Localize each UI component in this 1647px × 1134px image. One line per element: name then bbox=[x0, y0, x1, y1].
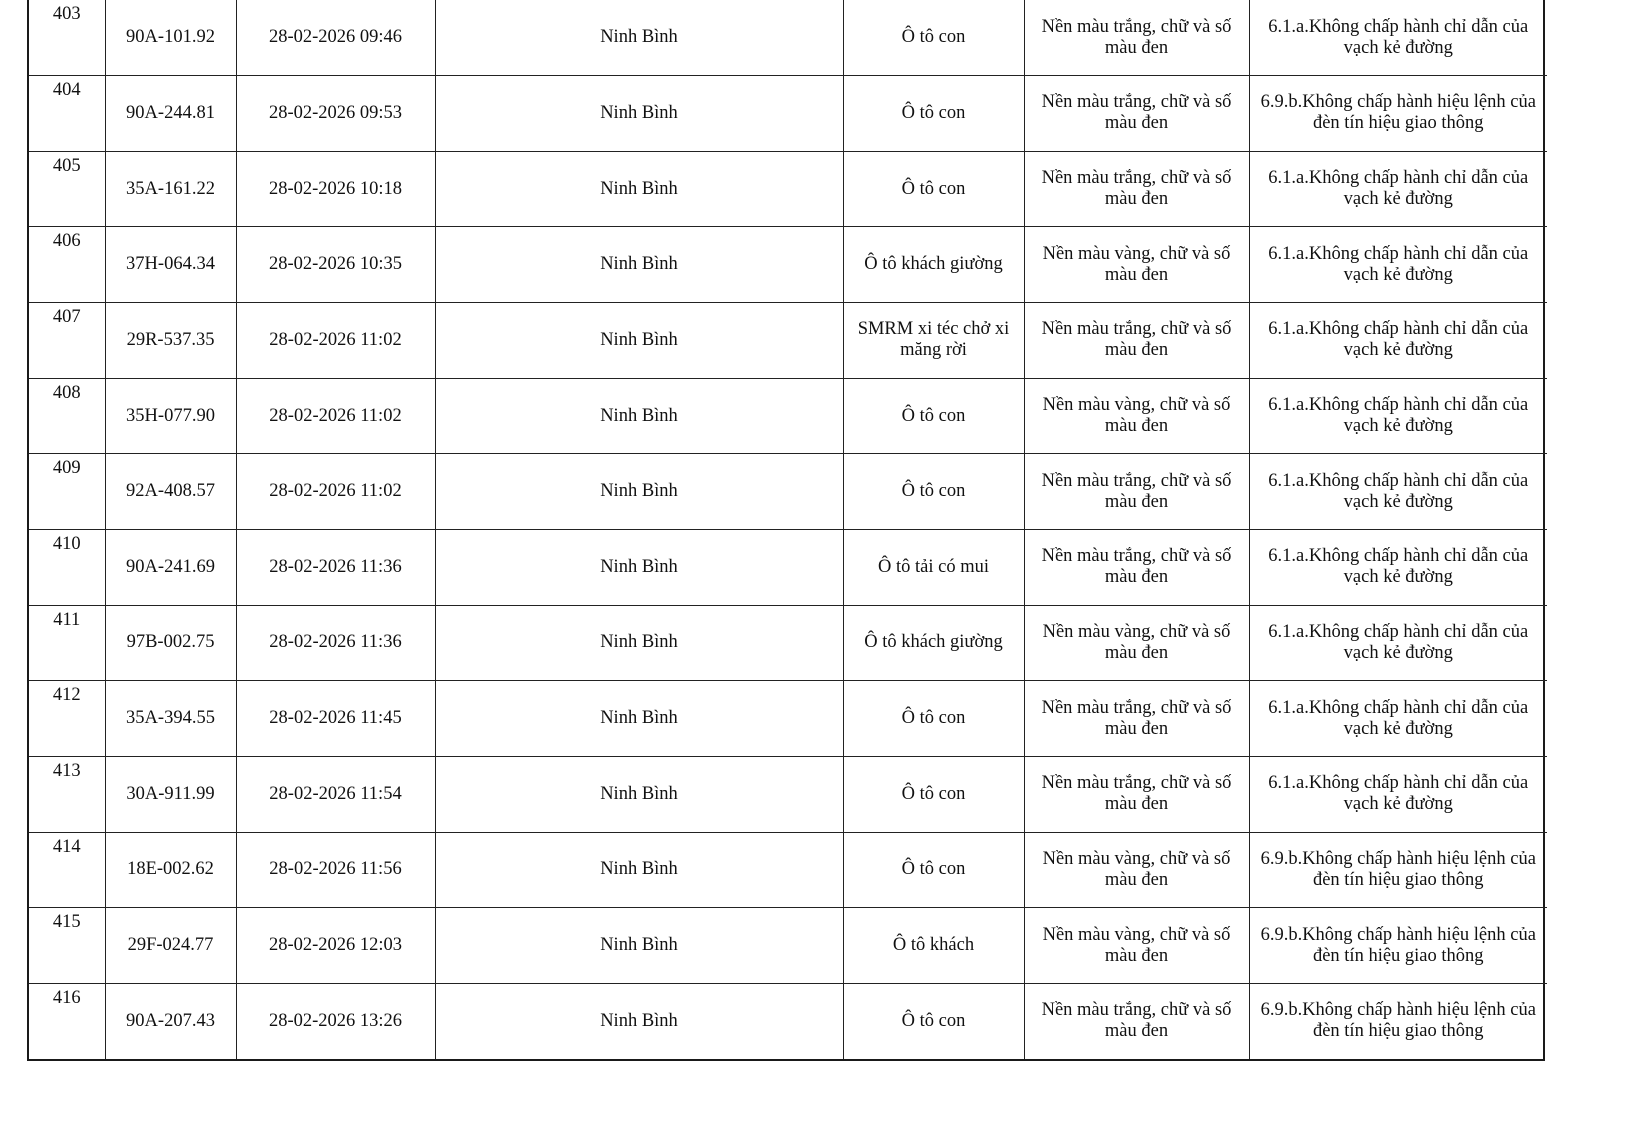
violation-cell: 6.1.a.Không chấp hành chỉ dẫn của vạch kẻ đường bbox=[1249, 151, 1547, 227]
violation-time-cell: 28-02-2026 11:02 bbox=[236, 454, 435, 530]
violation-cell: 6.1.a.Không chấp hành chỉ dẫn của vạch kẻ đường bbox=[1249, 681, 1547, 757]
location-cell: Ninh Bình bbox=[435, 454, 843, 530]
row-number-cell: 408 bbox=[29, 378, 105, 454]
vehicle-type-cell: Ô tô con bbox=[843, 983, 1024, 1059]
location-cell: Ninh Bình bbox=[435, 0, 843, 76]
location-cell: Ninh Bình bbox=[435, 378, 843, 454]
license-plate-cell: 29F-024.77 bbox=[105, 908, 236, 984]
location-cell: Ninh Bình bbox=[435, 832, 843, 908]
violation-cell: 6.1.a.Không chấp hành chỉ dẫn của vạch kẻ đường bbox=[1249, 605, 1547, 681]
license-plate-cell: 35A-161.22 bbox=[105, 151, 236, 227]
violation-time-cell: 28-02-2026 10:18 bbox=[236, 151, 435, 227]
plate-color-cell: Nền màu vàng, chữ và số màu đen bbox=[1024, 227, 1249, 303]
plate-color-cell: Nền màu trắng, chữ và số màu đen bbox=[1024, 454, 1249, 530]
table-row bbox=[29, 227, 1547, 303]
plate-color-cell: Nền màu trắng, chữ và số màu đen bbox=[1024, 756, 1249, 832]
vehicle-type-cell: Ô tô tải có mui bbox=[843, 529, 1024, 605]
row-number-cell: 412 bbox=[29, 681, 105, 757]
violation-time-cell: 28-02-2026 11:02 bbox=[236, 378, 435, 454]
row-number-cell: 409 bbox=[29, 454, 105, 530]
license-plate-cell: 29R-537.35 bbox=[105, 303, 236, 379]
plate-color-cell: Nền màu trắng, chữ và số màu đen bbox=[1024, 0, 1249, 76]
plate-color-cell: Nền màu trắng, chữ và số màu đen bbox=[1024, 76, 1249, 152]
vehicle-type-cell: Ô tô khách giường bbox=[843, 605, 1024, 681]
vehicle-type-cell: Ô tô con bbox=[843, 0, 1024, 76]
plate-color-cell: Nền màu trắng, chữ và số màu đen bbox=[1024, 983, 1249, 1059]
violation-time-cell: 28-02-2026 11:36 bbox=[236, 529, 435, 605]
license-plate-cell: 90A-207.43 bbox=[105, 983, 236, 1059]
violation-records-sheet bbox=[27, 0, 1545, 1061]
violation-cell: 6.1.a.Không chấp hành chỉ dẫn của vạch kẻ đường bbox=[1249, 227, 1547, 303]
records-body bbox=[29, 0, 1547, 1059]
row-number-cell: 407 bbox=[29, 303, 105, 379]
table-row bbox=[29, 529, 1547, 605]
table-row bbox=[29, 756, 1547, 832]
plate-color-cell: Nền màu vàng, chữ và số màu đen bbox=[1024, 832, 1249, 908]
plate-color-cell: Nền màu trắng, chữ và số màu đen bbox=[1024, 151, 1249, 227]
location-cell: Ninh Bình bbox=[435, 983, 843, 1059]
plate-color-cell: Nền màu trắng, chữ và số màu đen bbox=[1024, 303, 1249, 379]
violation-cell: 6.1.a.Không chấp hành chỉ dẫn của vạch kẻ đường bbox=[1249, 756, 1547, 832]
table-row bbox=[29, 681, 1547, 757]
plate-color-cell: Nền màu vàng, chữ và số màu đen bbox=[1024, 378, 1249, 454]
violation-cell: 6.1.a.Không chấp hành chỉ dẫn của vạch kẻ đường bbox=[1249, 529, 1547, 605]
violation-time-cell: 28-02-2026 13:26 bbox=[236, 983, 435, 1059]
location-cell: Ninh Bình bbox=[435, 76, 843, 152]
violation-time-cell: 28-02-2026 09:46 bbox=[236, 0, 435, 76]
row-number-cell: 404 bbox=[29, 76, 105, 152]
license-plate-cell: 30A-911.99 bbox=[105, 756, 236, 832]
violation-time-cell: 28-02-2026 11:45 bbox=[236, 681, 435, 757]
plate-color-cell: Nền màu vàng, chữ và số màu đen bbox=[1024, 908, 1249, 984]
location-cell: Ninh Bình bbox=[435, 681, 843, 757]
table-row bbox=[29, 0, 1547, 76]
vehicle-type-cell: Ô tô con bbox=[843, 378, 1024, 454]
location-cell: Ninh Bình bbox=[435, 908, 843, 984]
table-row bbox=[29, 76, 1547, 152]
location-cell: Ninh Bình bbox=[435, 756, 843, 832]
location-cell: Ninh Bình bbox=[435, 303, 843, 379]
violation-time-cell: 28-02-2026 11:54 bbox=[236, 756, 435, 832]
violation-cell: 6.9.b.Không chấp hành hiệu lệnh của đèn tín hiệu giao thông bbox=[1249, 76, 1547, 152]
plate-color-cell: Nền màu trắng, chữ và số màu đen bbox=[1024, 529, 1249, 605]
row-number-cell: 411 bbox=[29, 605, 105, 681]
table-row bbox=[29, 832, 1547, 908]
license-plate-cell: 35A-394.55 bbox=[105, 681, 236, 757]
violation-time-cell: 28-02-2026 10:35 bbox=[236, 227, 435, 303]
location-cell: Ninh Bình bbox=[435, 227, 843, 303]
location-cell: Ninh Bình bbox=[435, 605, 843, 681]
vehicle-type-cell: Ô tô khách giường bbox=[843, 227, 1024, 303]
vehicle-type-cell: Ô tô con bbox=[843, 681, 1024, 757]
table-row bbox=[29, 303, 1547, 379]
row-number-cell: 414 bbox=[29, 832, 105, 908]
table-row bbox=[29, 151, 1547, 227]
vehicle-type-cell: Ô tô con bbox=[843, 832, 1024, 908]
license-plate-cell: 90A-101.92 bbox=[105, 0, 236, 76]
violation-time-cell: 28-02-2026 12:03 bbox=[236, 908, 435, 984]
row-number-cell: 410 bbox=[29, 529, 105, 605]
violation-cell: 6.1.a.Không chấp hành chỉ dẫn của vạch kẻ đường bbox=[1249, 378, 1547, 454]
license-plate-cell: 35H-077.90 bbox=[105, 378, 236, 454]
location-cell: Ninh Bình bbox=[435, 151, 843, 227]
license-plate-cell: 90A-241.69 bbox=[105, 529, 236, 605]
violation-cell: 6.1.a.Không chấp hành chỉ dẫn của vạch kẻ đường bbox=[1249, 303, 1547, 379]
violation-records-table bbox=[29, 0, 1547, 1059]
row-number-cell: 416 bbox=[29, 983, 105, 1059]
license-plate-cell: 18E-002.62 bbox=[105, 832, 236, 908]
violation-time-cell: 28-02-2026 11:02 bbox=[236, 303, 435, 379]
violation-cell: 6.9.b.Không chấp hành hiệu lệnh của đèn tín hiệu giao thông bbox=[1249, 983, 1547, 1059]
table-row bbox=[29, 378, 1547, 454]
violation-cell: 6.1.a.Không chấp hành chỉ dẫn của vạch kẻ đường bbox=[1249, 454, 1547, 530]
vehicle-type-cell: Ô tô khách bbox=[843, 908, 1024, 984]
license-plate-cell: 97B-002.75 bbox=[105, 605, 236, 681]
violation-cell: 6.9.b.Không chấp hành hiệu lệnh của đèn tín hiệu giao thông bbox=[1249, 832, 1547, 908]
row-number-cell: 406 bbox=[29, 227, 105, 303]
vehicle-type-cell: Ô tô con bbox=[843, 454, 1024, 530]
location-cell: Ninh Bình bbox=[435, 529, 843, 605]
table-row bbox=[29, 908, 1547, 984]
plate-color-cell: Nền màu vàng, chữ và số màu đen bbox=[1024, 605, 1249, 681]
plate-color-cell: Nền màu trắng, chữ và số màu đen bbox=[1024, 681, 1249, 757]
row-number-cell: 403 bbox=[29, 0, 105, 76]
row-number-cell: 415 bbox=[29, 908, 105, 984]
violation-time-cell: 28-02-2026 09:53 bbox=[236, 76, 435, 152]
violation-time-cell: 28-02-2026 11:56 bbox=[236, 832, 435, 908]
violation-cell: 6.1.a.Không chấp hành chỉ dẫn của vạch kẻ đường bbox=[1249, 0, 1547, 76]
row-number-cell: 413 bbox=[29, 756, 105, 832]
license-plate-cell: 90A-244.81 bbox=[105, 76, 236, 152]
row-number-cell: 405 bbox=[29, 151, 105, 227]
license-plate-cell: 37H-064.34 bbox=[105, 227, 236, 303]
vehicle-type-cell: Ô tô con bbox=[843, 756, 1024, 832]
vehicle-type-cell: Ô tô con bbox=[843, 151, 1024, 227]
table-row bbox=[29, 605, 1547, 681]
violation-time-cell: 28-02-2026 11:36 bbox=[236, 605, 435, 681]
license-plate-cell: 92A-408.57 bbox=[105, 454, 236, 530]
table-row bbox=[29, 454, 1547, 530]
table-row bbox=[29, 983, 1547, 1059]
violation-cell: 6.9.b.Không chấp hành hiệu lệnh của đèn tín hiệu giao thông bbox=[1249, 908, 1547, 984]
vehicle-type-cell: Ô tô con bbox=[843, 76, 1024, 152]
vehicle-type-cell: SMRM xi téc chở xi măng rời bbox=[843, 303, 1024, 379]
